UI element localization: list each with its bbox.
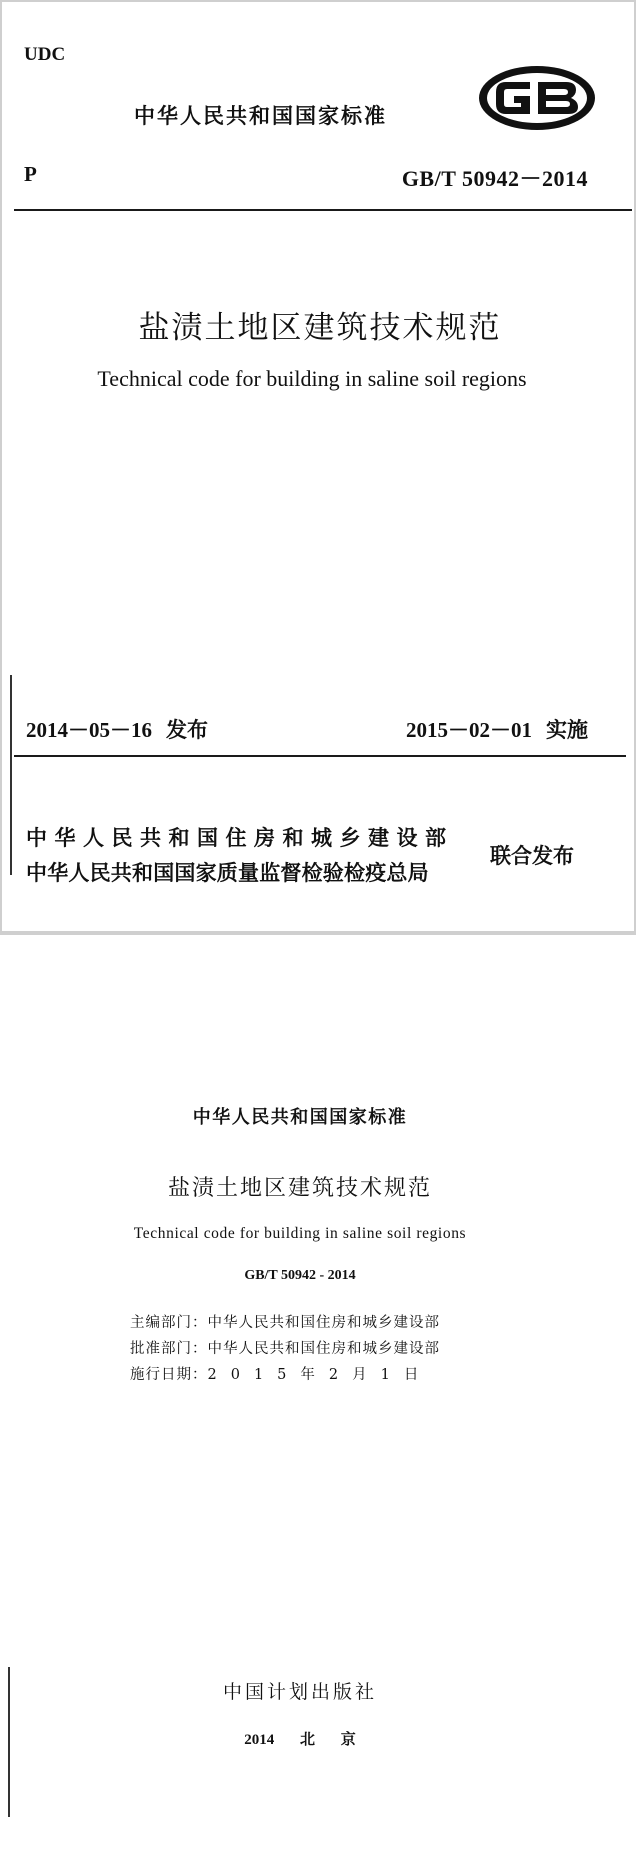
inner-title-chinese: 盐渍土地区建筑技术规范 bbox=[167, 1176, 432, 1201]
editor-department bbox=[130, 1311, 440, 1332]
effective-label: 施行日期： bbox=[130, 1367, 208, 1383]
implement-label: 实施 bbox=[546, 718, 588, 742]
publication-year-place: 2014 北 京 bbox=[244, 1732, 356, 1748]
approver-department bbox=[130, 1337, 440, 1358]
national-standard-name: 中华人民共和国国家标准 bbox=[134, 104, 387, 128]
approver-label: 批准部门： bbox=[130, 1341, 208, 1357]
title-chinese: 盐渍土地区建筑技术规范 bbox=[138, 310, 502, 346]
approver-value: 中华人民共和国住房和城乡建设部 bbox=[207, 1341, 440, 1357]
middle-divider bbox=[14, 755, 626, 757]
inner-standard-name: 中华人民共和国国家标准 bbox=[192, 1107, 408, 1128]
udc-label: UDC bbox=[24, 44, 66, 65]
joint-publish-label: 联合发布 bbox=[490, 844, 574, 868]
title-english: Technical code for building in saline soil regions bbox=[97, 366, 527, 391]
classification-code: P bbox=[24, 162, 37, 186]
implement-date-line bbox=[406, 714, 588, 744]
publisher-ministry-housing: 中华人民共和国住房和城乡建设部 bbox=[26, 826, 454, 850]
effective-value: 2015年2月1日 bbox=[207, 1367, 433, 1383]
editor-label: 主编部门： bbox=[130, 1315, 208, 1331]
editor-value: 中华人民共和国住房和城乡建设部 bbox=[207, 1315, 440, 1331]
implement-date: 2015－02－01 bbox=[406, 718, 532, 742]
top-divider bbox=[14, 209, 632, 211]
effective-date bbox=[130, 1363, 432, 1384]
inner-title-english: Technical code for building in saline soil regions bbox=[133, 1225, 467, 1242]
issue-date-line bbox=[26, 714, 208, 744]
publisher-aqsiq: 中华人民共和国国家质量监督检验检疫总局 bbox=[26, 861, 429, 885]
standard-number: GB/T 50942－2014 bbox=[401, 166, 588, 191]
publisher-name: 中国计划出版社 bbox=[222, 1681, 377, 1703]
binding-edge-line bbox=[10, 675, 12, 875]
issue-label: 发布 bbox=[166, 718, 208, 742]
gb-logo bbox=[476, 64, 598, 132]
title-page bbox=[0, 935, 636, 1868]
issue-date: 2014－05－16 bbox=[26, 718, 152, 742]
inner-standard-number: GB/T 50942 - 2014 bbox=[244, 1268, 356, 1283]
